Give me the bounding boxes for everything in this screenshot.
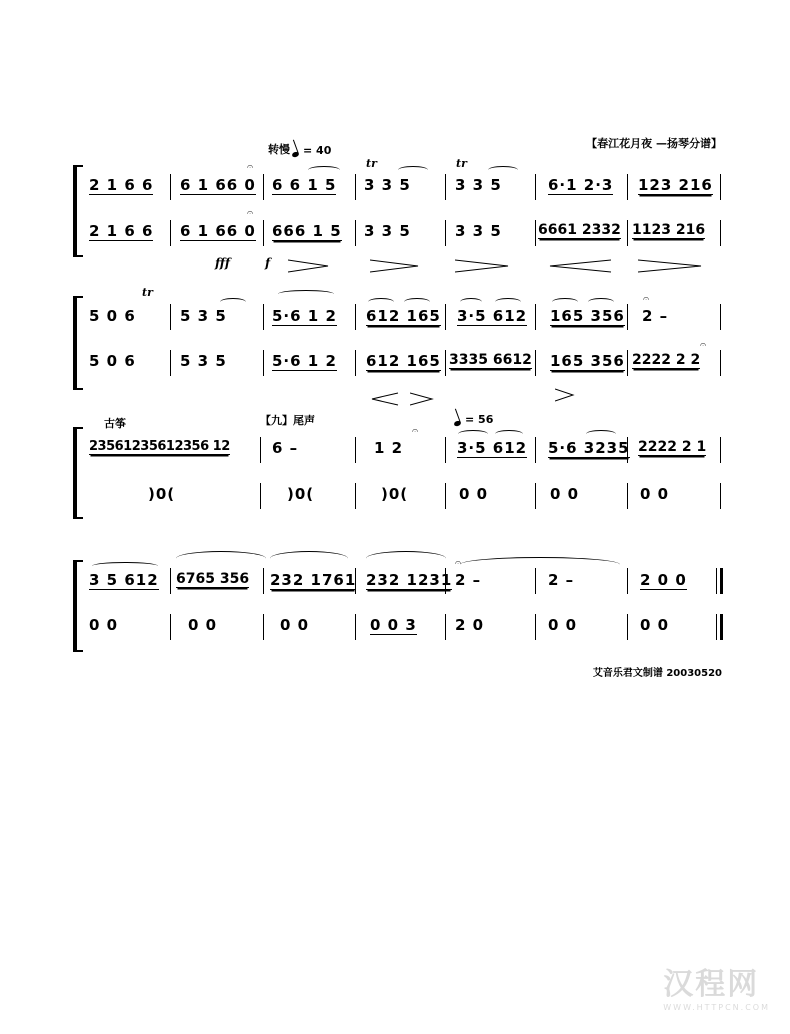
- barline: [445, 437, 446, 463]
- measure: 0 0: [640, 485, 670, 503]
- measure: 165 356: [550, 307, 625, 325]
- slur: [368, 298, 394, 306]
- barline: [263, 350, 264, 376]
- watermark-logo-text: 汉程网: [663, 967, 760, 1002]
- measure: 2 –: [642, 307, 669, 325]
- slur: [404, 298, 430, 306]
- slur: [270, 551, 348, 566]
- measure: )0(: [148, 485, 176, 503]
- measure: 0 0 3: [370, 616, 417, 634]
- slur: [398, 166, 428, 174]
- measure: 5·6 1 2: [272, 352, 337, 370]
- slur: [366, 551, 446, 566]
- slur: [552, 298, 578, 306]
- trill-marking: tr: [366, 157, 377, 170]
- slur: [586, 430, 616, 438]
- barline: [355, 614, 356, 640]
- measure: )0(: [381, 485, 409, 503]
- decrescendo-hairpin: [555, 388, 575, 402]
- quarter-note-icon: [453, 420, 461, 427]
- measure: 6 1 66 0: [180, 222, 256, 240]
- barline: [263, 568, 264, 594]
- barline: [170, 220, 171, 246]
- system-bracket: [73, 165, 83, 257]
- measure: 2222 2 2: [632, 352, 701, 368]
- barline: [445, 350, 446, 376]
- barline: [627, 220, 628, 246]
- barline: [260, 483, 261, 509]
- measure: 3 3 5: [364, 222, 411, 240]
- decrescendo-hairpin: [288, 259, 330, 273]
- instrument-label: 古筝: [104, 417, 126, 430]
- measure: 6 –: [272, 439, 299, 457]
- barline: [170, 350, 171, 376]
- slur: [495, 298, 521, 306]
- measure: 6·1 2·3: [548, 176, 614, 194]
- final-barline: [716, 568, 717, 594]
- barline: [720, 304, 721, 330]
- measure: 612 165: [366, 307, 441, 325]
- measure: 3 3 5: [455, 222, 502, 240]
- slur: [495, 430, 523, 438]
- measure: 232 1231: [366, 571, 453, 589]
- slur: [278, 290, 334, 298]
- measure: 5 3 5: [180, 352, 227, 370]
- measure: 5 0 6: [89, 352, 136, 370]
- fermata-icon: 𝄐: [700, 338, 707, 351]
- measure: 5·6 3235: [548, 439, 630, 457]
- measure: 6765 356: [176, 571, 250, 587]
- fermata-icon: 𝄐: [247, 160, 254, 173]
- fermata-icon: 𝄐: [412, 424, 419, 437]
- measure: 6661 2332: [538, 222, 621, 238]
- barline: [627, 483, 628, 509]
- barline: [170, 304, 171, 330]
- measure: 23561235612356 12: [89, 439, 230, 454]
- barline: [535, 437, 536, 463]
- measure: 3·5 612: [457, 307, 528, 325]
- slur: [220, 298, 246, 306]
- measure: 3335 6612: [449, 352, 532, 368]
- slur: [488, 166, 518, 174]
- barline: [445, 304, 446, 330]
- system-bracket: [73, 560, 83, 652]
- crescendo-hairpin: [370, 392, 400, 406]
- score-title: 【春江花月夜 —扬琴分谱】: [586, 137, 722, 150]
- barline: [355, 437, 356, 463]
- barline: [627, 614, 628, 640]
- barline: [627, 174, 628, 200]
- barline: [355, 483, 356, 509]
- final-barline: [716, 614, 717, 640]
- final-barline: [720, 614, 723, 640]
- measure: 0 0: [89, 616, 119, 634]
- measure: 3 3 5: [364, 176, 411, 194]
- barline: [263, 614, 264, 640]
- barline: [170, 568, 171, 594]
- measure: 6 6 1 5: [272, 176, 337, 194]
- crescendo-hairpin: [548, 259, 613, 273]
- measure: 5·6 1 2: [272, 307, 337, 325]
- system-bracket: [73, 427, 83, 519]
- barline: [535, 304, 536, 330]
- tempo-value: = 56: [465, 413, 494, 426]
- measure: 1 2: [374, 439, 404, 457]
- barline: [355, 174, 356, 200]
- decrescendo-hairpin: [455, 259, 510, 273]
- tempo-marking-1: [268, 141, 331, 157]
- barline: [263, 220, 264, 246]
- barline: [627, 350, 628, 376]
- decrescendo-hairpin: [410, 392, 434, 406]
- tempo-value: = 40: [303, 144, 332, 157]
- measure: 2 0: [455, 616, 485, 634]
- dynamic-marking: fff: [215, 256, 231, 270]
- measure: 6 1 66 0: [180, 176, 256, 194]
- measure: 1123 216: [632, 222, 706, 238]
- barline: [260, 437, 261, 463]
- measure: 0 0: [640, 616, 670, 634]
- measure: 232 1761: [270, 571, 357, 589]
- measure: 2 1 6 6: [89, 222, 154, 240]
- barline: [627, 304, 628, 330]
- fermata-icon: 𝄐: [643, 292, 650, 305]
- barline: [720, 350, 721, 376]
- decrescendo-hairpin: [638, 259, 703, 273]
- measure: 165 356: [550, 352, 625, 370]
- barline: [170, 614, 171, 640]
- barline: [445, 483, 446, 509]
- measure: 0 0: [188, 616, 218, 634]
- measure: 3 5 612: [89, 571, 159, 589]
- slur: [458, 430, 488, 438]
- slur: [460, 557, 620, 572]
- barline: [720, 220, 721, 246]
- slur: [460, 298, 482, 306]
- section-label: 【九】尾声: [260, 414, 315, 427]
- quarter-note-icon: [291, 151, 299, 158]
- trill-marking: tr: [456, 157, 467, 170]
- measure: )0(: [287, 485, 315, 503]
- barline: [535, 350, 536, 376]
- slur: [176, 551, 266, 566]
- final-barline: [720, 568, 723, 594]
- barline: [355, 350, 356, 376]
- measure: 2 –: [455, 571, 482, 589]
- site-watermark: [663, 959, 770, 1012]
- measure: 666 1 5: [272, 222, 342, 240]
- barline: [720, 437, 721, 463]
- slur: [588, 298, 614, 306]
- barline: [720, 174, 721, 200]
- measure: 2222 2 1: [638, 439, 707, 455]
- barline: [445, 614, 446, 640]
- measure: 0 0: [548, 616, 578, 634]
- tempo-marking-2: [452, 413, 493, 426]
- tempo-text: 转慢: [268, 143, 290, 156]
- system-bracket: [73, 296, 83, 390]
- slur: [308, 166, 340, 174]
- barline: [627, 568, 628, 594]
- transcription-credit: 艾音乐君文制谱 20030520: [592, 668, 722, 679]
- barline: [263, 304, 264, 330]
- measure: 5 0 6: [89, 307, 136, 325]
- trill-marking: tr: [142, 286, 153, 299]
- decrescendo-hairpin: [370, 259, 420, 273]
- barline: [445, 174, 446, 200]
- barline: [170, 174, 171, 200]
- measure: 2 –: [548, 571, 575, 589]
- measure: 0 0: [550, 485, 580, 503]
- fermata-icon: 𝄐: [247, 206, 254, 219]
- barline: [535, 220, 536, 246]
- barline: [720, 483, 721, 509]
- measure: 5 3 5: [180, 307, 227, 325]
- measure: 0 0: [280, 616, 310, 634]
- measure: 612 165: [366, 352, 441, 370]
- measure: 3 3 5: [455, 176, 502, 194]
- measure: 123 216: [638, 176, 713, 194]
- slur: [92, 562, 158, 570]
- measure: 3·5 612: [457, 439, 528, 457]
- barline: [445, 220, 446, 246]
- watermark-url: WWW.HTTPCN.COM: [663, 1003, 770, 1012]
- measure: 2 0 0: [640, 571, 687, 589]
- barline: [535, 174, 536, 200]
- measure: 0 0: [459, 485, 489, 503]
- barline: [535, 483, 536, 509]
- barline: [355, 304, 356, 330]
- barline: [263, 174, 264, 200]
- dynamic-marking: f: [265, 256, 271, 270]
- barline: [535, 614, 536, 640]
- measure: 2 1 6 6: [89, 176, 154, 194]
- barline: [355, 220, 356, 246]
- fermata-icon: 𝄐: [455, 556, 462, 569]
